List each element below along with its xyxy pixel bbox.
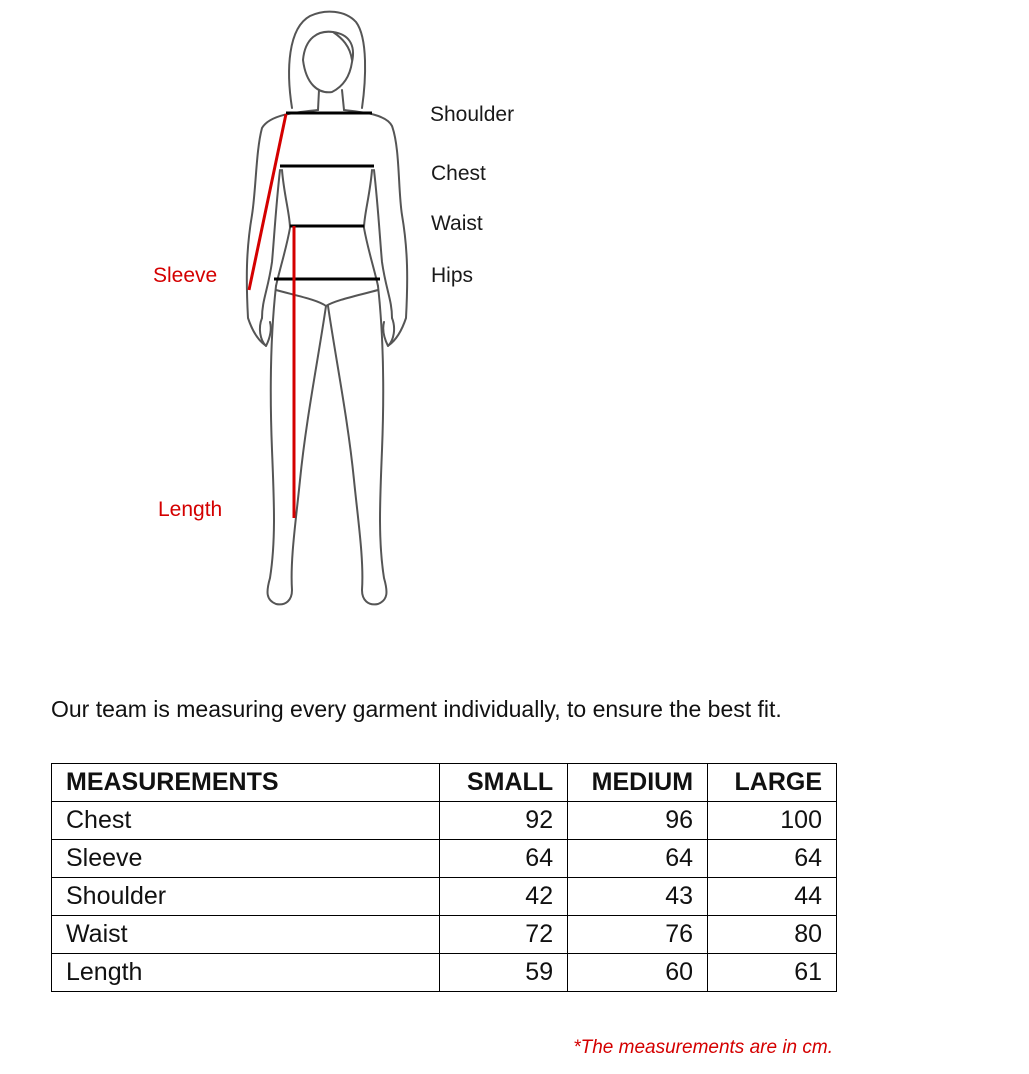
cell-medium: 76: [568, 916, 708, 954]
cell-large: 61: [708, 954, 837, 992]
header-medium: MEDIUM: [568, 764, 708, 802]
row-label: Sleeve: [52, 840, 440, 878]
cell-large: 80: [708, 916, 837, 954]
sleeve-label: Sleeve: [153, 264, 218, 287]
waist-label: Waist: [431, 212, 483, 235]
right-leg: [328, 286, 386, 604]
size-chart-table: [51, 763, 837, 992]
cell-small: 42: [440, 878, 568, 916]
header-small: SMALL: [440, 764, 568, 802]
cell-small: 64: [440, 840, 568, 878]
brief-outline: [276, 290, 378, 306]
cell-large: 64: [708, 840, 837, 878]
row-label: Waist: [52, 916, 440, 954]
cell-medium: 43: [568, 878, 708, 916]
row-label: Length: [52, 954, 440, 992]
shoulder-label: Shoulder: [430, 103, 515, 126]
left-leg: [268, 286, 326, 604]
table-row: [52, 916, 837, 954]
hair-outline: [289, 12, 365, 108]
length-label: Length: [158, 498, 223, 521]
cell-large: 100: [708, 802, 837, 840]
cell-small: 92: [440, 802, 568, 840]
body-outline: [247, 12, 407, 605]
right-arm-inner: [374, 170, 392, 318]
header-measurements: MEASUREMENTS: [52, 764, 440, 802]
cell-medium: 60: [568, 954, 708, 992]
face-outline: [303, 32, 353, 93]
intro-text: Our team is measuring every garment individually, to ensure the best fit.: [51, 696, 782, 722]
table-row: [52, 878, 837, 916]
row-label: Chest: [52, 802, 440, 840]
cell-medium: 64: [568, 840, 708, 878]
hips-label: Hips: [431, 264, 474, 287]
row-label: Shoulder: [52, 878, 440, 916]
table-row: [52, 802, 837, 840]
table-row: [52, 840, 837, 878]
hair-part: [333, 32, 352, 60]
cell-medium: 96: [568, 802, 708, 840]
units-note: *The measurements are in cm.: [573, 1037, 833, 1058]
header-large: LARGE: [708, 764, 837, 802]
cell-large: 44: [708, 878, 837, 916]
cell-small: 72: [440, 916, 568, 954]
chest-label: Chest: [431, 162, 486, 185]
measure-lines: [274, 113, 380, 279]
table-header-row: [52, 764, 837, 802]
cell-small: 59: [440, 954, 568, 992]
table-row: [52, 954, 837, 992]
